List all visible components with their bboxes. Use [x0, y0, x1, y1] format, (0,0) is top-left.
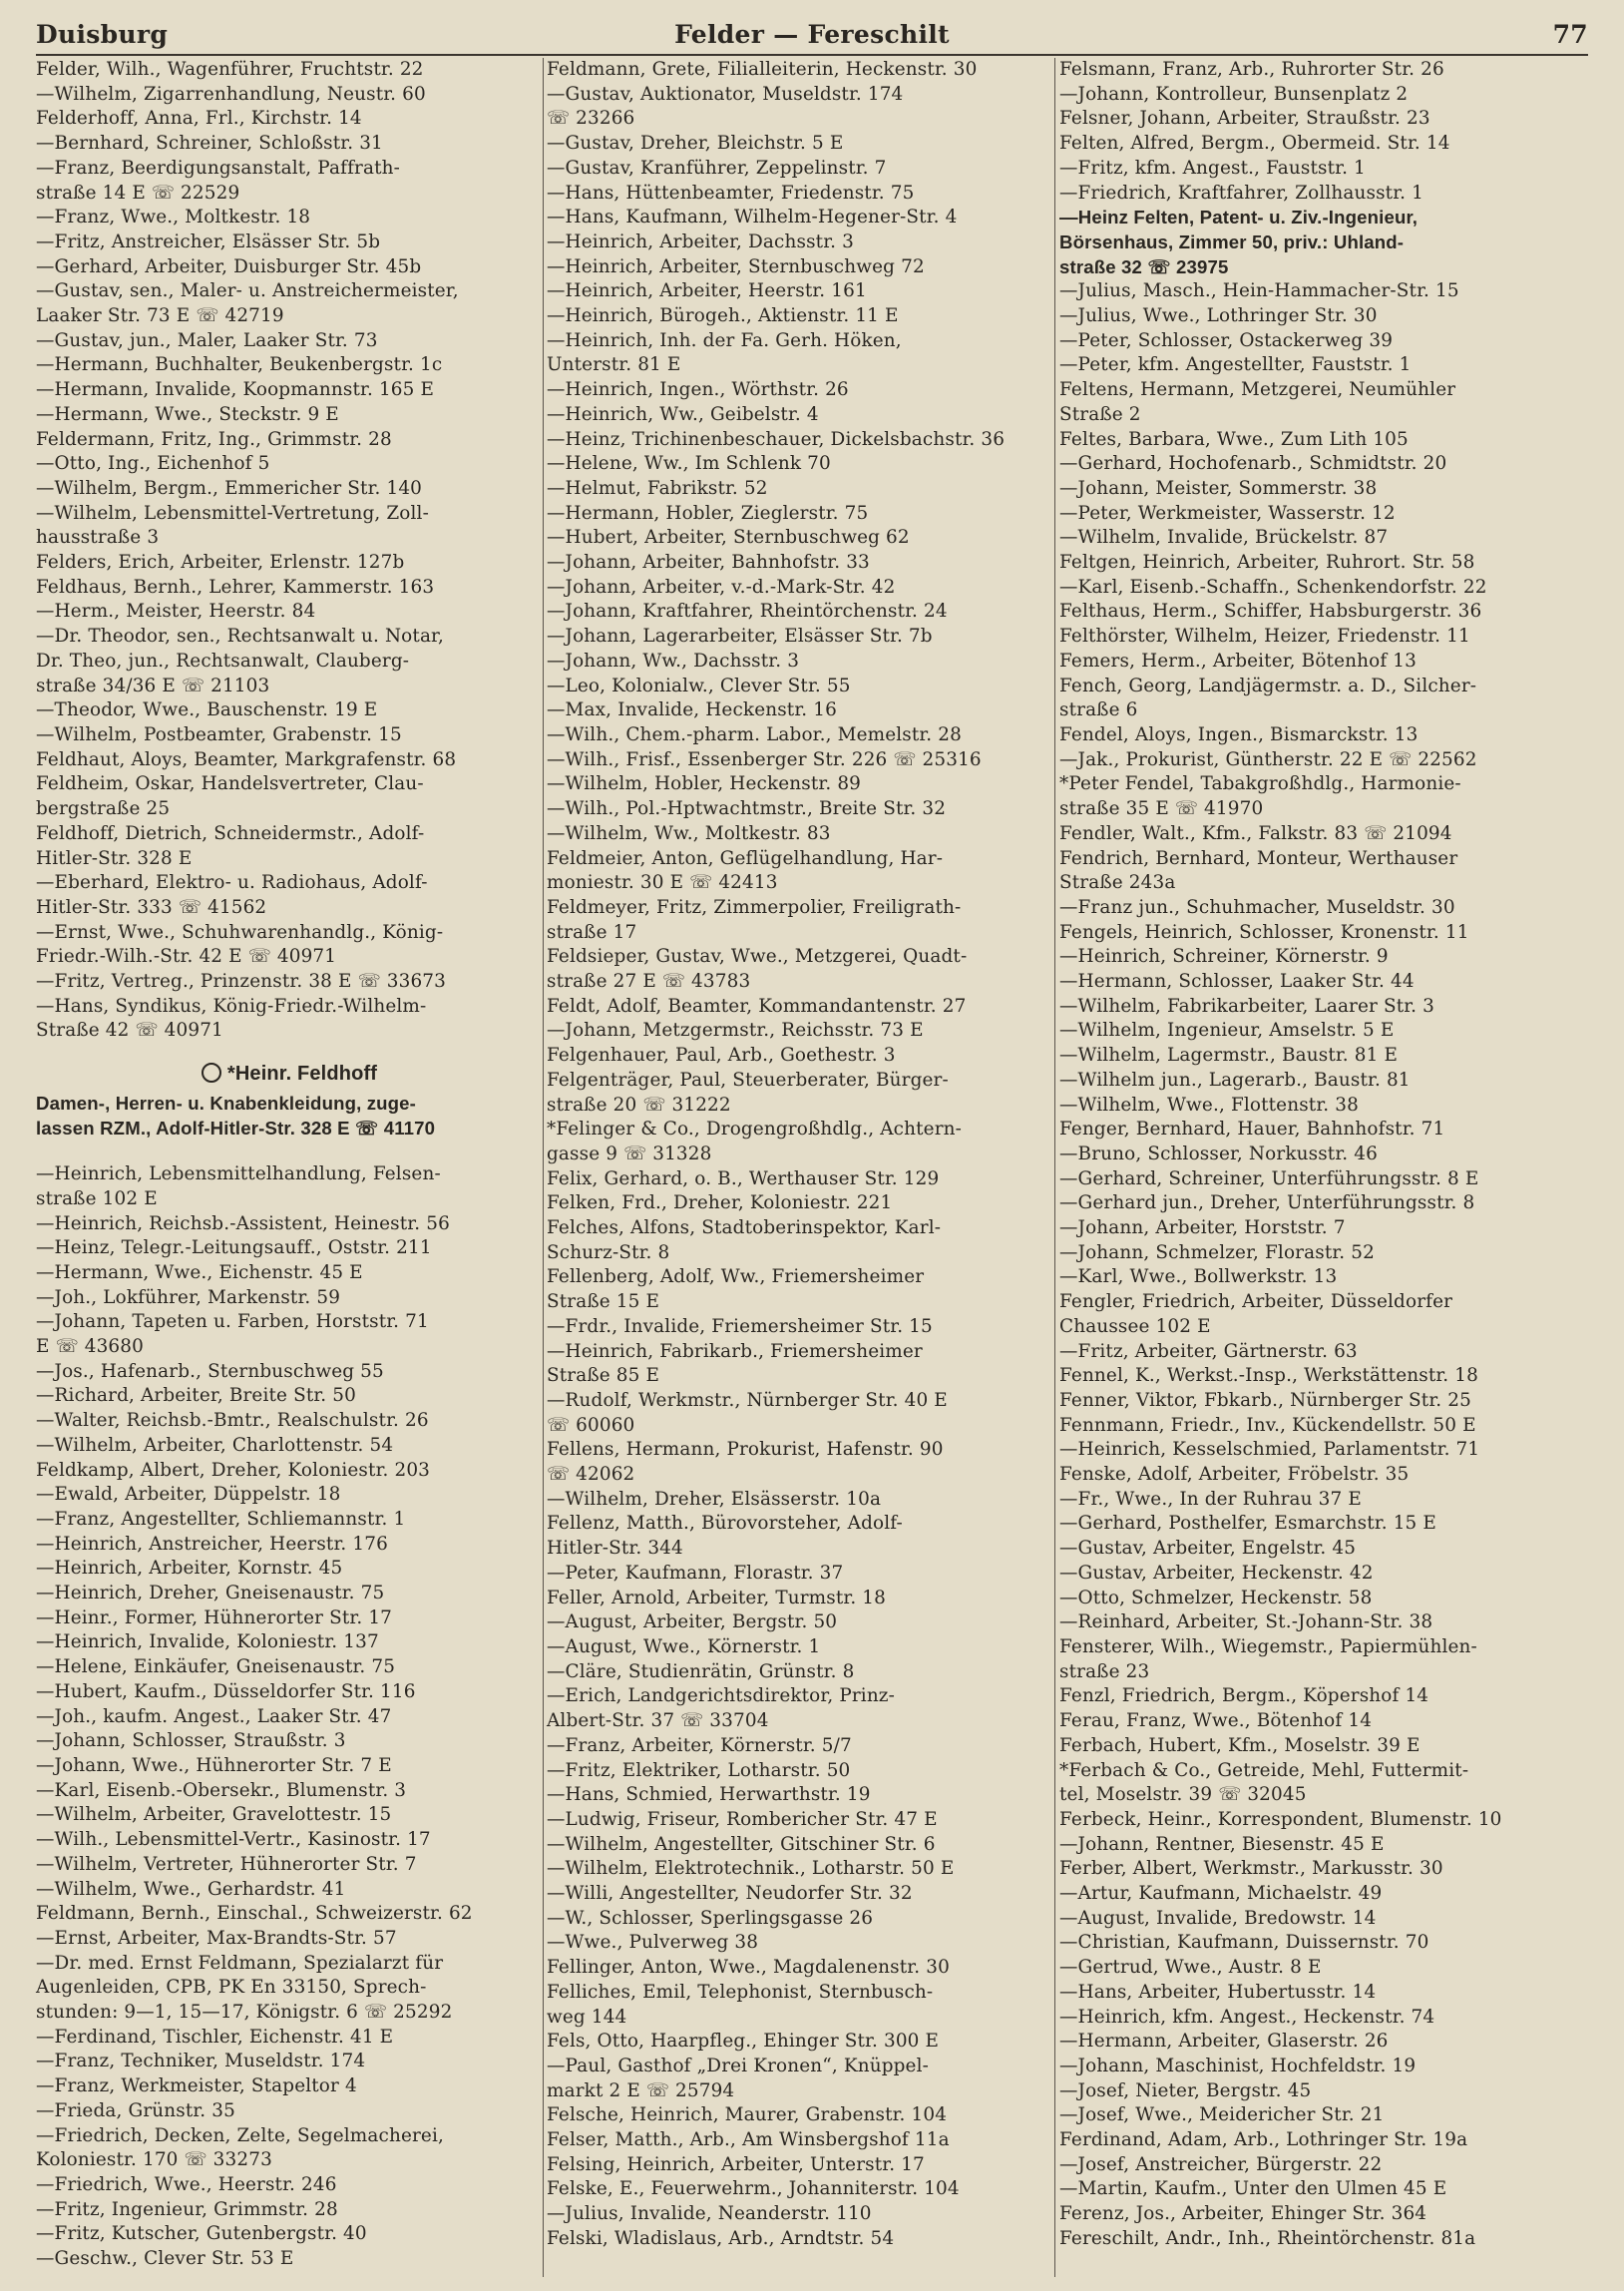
page-header: [36, 14, 1588, 56]
directory-entry-line: —August, Invalide, Bredowstr. 14: [1059, 1907, 1377, 1929]
directory-entry-line: —Johann, Arbeiter, v.-d.-Mark-Str. 42: [547, 576, 896, 598]
directory-entry-line: —Johann, Tapeten u. Farben, Horststr. 71: [36, 1311, 429, 1333]
directory-entry-line: —Julius, Wwe., Lothringer Str. 30: [1059, 305, 1378, 327]
directory-entry-line: —Wilh., Pol.-Hptwachtmstr., Breite Str. 32: [547, 798, 947, 820]
directory-entry-line: Hitler-Str. 328 E: [36, 847, 193, 869]
directory-entry-line: —Walter, Reichsb.-Bmtr., Realschulstr. 26: [36, 1410, 429, 1432]
column-1: [36, 58, 543, 2272]
directory-entry-line: —Fritz, Vertreg., Prinzenstr. 38 E ☏ 33673: [36, 971, 446, 993]
directory-entry-line: —Heinrich, Ww., Geibelstr. 4: [547, 403, 819, 425]
directory-entry-line: Fereschilt, Andr., Inh., Rheintörchenstr. 81a: [1059, 2227, 1476, 2249]
directory-entry-line: straße 23: [1059, 1660, 1150, 1682]
directory-entry-line: —Max, Invalide, Heckenstr. 16: [547, 699, 837, 721]
directory-entry-line: —Helene, Einkäufer, Gneisenaustr. 75: [36, 1656, 396, 1678]
directory-entry-line: —Christian, Kaufmann, Duissernstr. 70: [1059, 1932, 1429, 1954]
directory-entry-line: —Hans, Kaufmann, Wilhelm-Hegener-Str. 4: [547, 207, 958, 229]
directory-entry-line: tel, Moselstr. 39 ☏ 32045: [1059, 1784, 1307, 1806]
directory-entry-line: Feldermann, Fritz, Ing., Grimmstr. 28: [36, 428, 392, 450]
directory-entry-line: Feldhaus, Bernh., Lehrer, Kammerstr. 163: [36, 576, 435, 598]
directory-entry-line: Felthörster, Wilhelm, Heizer, Friedenstr. 11: [1059, 626, 1470, 648]
directory-entry-line: —Heinrich, Fabrikarb., Friemersheimer: [547, 1340, 923, 1362]
directory-entry-line: straße 17: [547, 921, 637, 943]
directory-entry-line: Felsmann, Franz, Arb., Ruhrorter Str. 26: [1059, 59, 1444, 80]
directory-entry-line: —Joh., Lokführer, Markenstr. 59: [36, 1286, 341, 1308]
directory-entry-line: straße 32 ☏ 23975: [1059, 255, 1229, 277]
directory-entry-line: —Johann, Arbeiter, Bahnhofstr. 33: [547, 552, 870, 574]
directory-entry-line: —Josef, Nieter, Bergstr. 45: [1059, 2079, 1312, 2101]
directory-entry-line: —Heinrich, Arbeiter, Kornstr. 45: [36, 1558, 343, 1580]
directory-entry-line: —Gerhard, Hochofenarb., Schmidtstr. 20: [1059, 453, 1447, 475]
directory-entry-line: —Johann, Wwe., Hühnerorter Str. 7 E: [36, 1755, 392, 1776]
directory-entry-line: —Ferdinand, Tischler, Eichenstr. 41 E: [36, 2026, 394, 2048]
directory-entry-line: *Peter Fendel, Tabakgroßhdlg., Harmonie-: [1059, 773, 1461, 795]
directory-entry-line: stunden: 9—1, 15—17, Königstr. 6 ☏ 25292: [36, 2002, 453, 2024]
directory-entry-line: —Hubert, Kaufm., Düsseldorfer Str. 116: [36, 1680, 416, 1702]
directory-entry-line: —Geschw., Clever Str. 53 E: [36, 2248, 294, 2270]
directory-entry-line: Felgenhauer, Paul, Arb., Goethestr. 3: [547, 1045, 896, 1067]
directory-entry-line: —Fr., Wwe., In der Ruhrau 37 E: [1059, 1488, 1362, 1510]
directory-entry-line: Felders, Erich, Arbeiter, Erlenstr. 127b: [36, 552, 405, 574]
directory-entry-line: Fennmann, Friedr., Inv., Kückendellstr. 50 E: [1059, 1414, 1476, 1436]
directory-entry-line: Feldt, Adolf, Beamter, Kommandantenstr. 27: [547, 995, 967, 1017]
directory-entry-line: Fendrich, Bernhard, Monteur, Werthauser: [1059, 847, 1458, 869]
directory-entry-line: —Heinrich, Arbeiter, Heerstr. 161: [547, 280, 867, 302]
directory-entry-line: straße 35 E ☏ 41970: [1059, 798, 1264, 820]
directory-entry-line: weg 144: [547, 2006, 627, 2028]
directory-entry-line: Feldsieper, Gustav, Wwe., Metzgerei, Quadt-: [547, 946, 968, 968]
directory-entry-line: —Heinrich, Arbeiter, Dachsstr. 3: [547, 230, 854, 252]
directory-entry-line: Fengler, Friedrich, Arbeiter, Düsseldorfer: [1059, 1291, 1453, 1313]
directory-entry-line: —Gustav, Kranführer, Zeppelinstr. 7: [547, 157, 887, 179]
directory-entry-line: —Friedrich, Kraftfahrer, Zollhausstr. 1: [1059, 182, 1423, 204]
directory-entry-line: —Helmut, Fabrikstr. 52: [547, 477, 768, 499]
directory-entry-line: —Hermann, Arbeiter, Glaserstr. 26: [1059, 2031, 1389, 2053]
directory-entry-line: Feltgen, Heinrich, Arbeiter, Ruhrort. Str. 58: [1059, 552, 1475, 574]
directory-entry-line: —Rudolf, Werkmstr., Nürnberger Str. 40 E: [547, 1389, 948, 1411]
directory-entry-line: —Hermann, Hobler, Zieglerstr. 75: [547, 502, 869, 524]
directory-entry-line: —Gerhard, Posthelfer, Esmarchstr. 15 E: [1059, 1513, 1436, 1535]
directory-entry-line: Koloniestr. 170 ☏ 33273: [36, 2149, 272, 2171]
directory-entry-line: markt 2 E ☏ 25794: [547, 2079, 735, 2101]
directory-entry-line: —Johann, Lagerarbeiter, Elsässer Str. 7b: [547, 626, 933, 648]
directory-entry-line: Felser, Matth., Arb., Am Winsbergshof 11a: [547, 2129, 950, 2151]
directory-entry-line: —Johann, Schlosser, Straußstr. 3: [36, 1730, 346, 1752]
directory-entry-line: —Johann, Meister, Sommerstr. 38: [1059, 477, 1378, 499]
directory-entry-line: —Hermann, Schlosser, Laaker Str. 44: [1059, 971, 1415, 993]
directory-entry-line: —Gerhard, Arbeiter, Duisburger Str. 45b: [36, 255, 422, 277]
directory-entry-line: Fendler, Walt., Kfm., Falkstr. 83 ☏ 21094: [1059, 822, 1452, 844]
directory-entry-line: —Dr. med. Ernst Feldmann, Spezialarzt für: [36, 1952, 444, 1974]
directory-entry-line: —Gustav, Arbeiter, Engelstr. 45: [1059, 1538, 1357, 1560]
directory-entry-line: —Johann, Kontrolleur, Bunsenplatz 2: [1059, 83, 1409, 105]
directory-entry-line: Felliches, Emil, Telephonist, Sternbusch-: [547, 1981, 934, 2003]
directory-entry-line: Felgenträger, Paul, Steuerberater, Bürger-: [547, 1069, 949, 1091]
directory-entry-line: Ferdinand, Adam, Arb., Lothringer Str. 19a: [1059, 2129, 1468, 2151]
directory-entry-line: —Heinz Felten, Patent- u. Ziv.-Ingenieur,: [1059, 207, 1419, 229]
directory-entry-line: Fench, Georg, Landjägermstr. a. D., Silcher-: [1059, 675, 1477, 696]
directory-entry-line: —Jak., Prokurist, Güntherstr. 22 E ☏ 22562: [1059, 748, 1477, 770]
directory-entry-line: —Wilhelm jun., Lagerarb., Baustr. 81: [1059, 1069, 1411, 1091]
directory-entry-line: ☏ 60060: [547, 1414, 635, 1436]
directory-entry-line: —Wilhelm, Dreher, Elsässerstr. 10a: [547, 1488, 882, 1510]
directory-entry-line: Ferenz, Jos., Arbeiter, Ehinger Str. 364: [1059, 2203, 1427, 2225]
directory-entry-line: Fellinger, Anton, Wwe., Magdalenenstr. 30: [547, 1957, 950, 1979]
directory-entry-line: —Heinrich, Invalide, Koloniestr. 137: [36, 1631, 379, 1653]
directory-entry-line: —Wilhelm, Invalide, Brückelstr. 87: [1059, 527, 1389, 549]
logo-icon: [202, 1063, 221, 1083]
directory-entry-line: —Hermann, Invalide, Koopmannstr. 165 E: [36, 379, 435, 401]
directory-entry-line: —Otto, Ing., Eichenhof 5: [36, 453, 270, 475]
directory-entry-line: Fengels, Heinrich, Schlosser, Kronenstr. 11: [1059, 921, 1469, 943]
directory-entry-line: —Franz, Werkmeister, Stapeltor 4: [36, 2075, 357, 2097]
directory-entry-line: Straße 2: [1059, 403, 1141, 425]
directory-entry-line: —Hans, Schmied, Herwarthstr. 19: [547, 1784, 871, 1806]
directory-entry-line: straße 14 E ☏ 22529: [36, 182, 240, 204]
directory-entry-line: —Gustav, Arbeiter, Heckenstr. 42: [1059, 1562, 1374, 1584]
directory-entry-line: —Johann, Maschinist, Hochfeldstr. 19: [1059, 2055, 1417, 2076]
directory-entry-line: —Dr. Theodor, sen., Rechtsanwalt u. Notar,: [36, 626, 444, 648]
directory-entry-line: —Bruno, Schlosser, Norkusstr. 46: [1059, 1143, 1378, 1164]
directory-entry-line: —Heinz, Telegr.-Leitungsauff., Oststr. 211: [36, 1237, 432, 1259]
directory-entry-line: Feldmeier, Anton, Geflügelhandlung, Har-: [547, 847, 944, 869]
directory-entry-line: —Peter, Kaufmann, Florastr. 37: [547, 1562, 844, 1584]
directory-entry-line: —Gustav, Auktionator, Museldstr. 174: [547, 83, 904, 105]
ad-title-row: [36, 1062, 543, 1087]
directory-entry-line: —Gerhard jun., Dreher, Unterführungsstr. 8: [1059, 1192, 1475, 1214]
directory-entry-line: E ☏ 43680: [36, 1336, 144, 1358]
directory-entry-line: —Gertrud, Wwe., Austr. 8 E: [1059, 1957, 1322, 1979]
directory-entry-line: —Wilh., Frisf., Essenberger Str. 226 ☏ 25316: [547, 748, 982, 770]
column-divider: [1054, 58, 1055, 2277]
directory-entry-line: —Peter, Werkmeister, Wasserstr. 12: [1059, 502, 1396, 524]
directory-entry-line: Feldhoff, Dietrich, Schneidermstr., Adolf-: [36, 822, 425, 844]
directory-entry-line: Albert-Str. 37 ☏ 33704: [547, 1710, 769, 1732]
directory-entry-line: Chaussee 102 E: [1059, 1315, 1211, 1337]
directory-entry-line: —Wwe., Pulverweg 38: [547, 1932, 759, 1954]
directory-entry-line: —Frdr., Invalide, Friemersheimer Str. 15: [547, 1315, 933, 1337]
directory-entry-line: straße 34/36 E ☏ 21103: [36, 675, 270, 696]
directory-entry-line: —Wilhelm, Ww., Moltkestr. 83: [547, 822, 831, 844]
directory-entry-line: —Wilhelm, Lebensmittel-Vertretung, Zoll-: [36, 502, 429, 524]
directory-entry-line: Straße 85 E: [547, 1365, 660, 1387]
directory-entry-line: Ferau, Franz, Wwe., Bötenhof 14: [1059, 1710, 1373, 1732]
directory-entry-line: Dr. Theo, jun., Rechtsanwalt, Clauberg-: [36, 650, 410, 672]
directory-entry-line: —Fritz, kfm. Angest., Fauststr. 1: [1059, 157, 1366, 179]
directory-entry-line: Feldmann, Grete, Filialleiterin, Heckenstr. 30: [547, 59, 978, 80]
directory-entry-line: —Fritz, Kutscher, Gutenbergstr. 40: [36, 2223, 367, 2245]
directory-entry-line: —Wilhelm, Fabrikarbeiter, Laarer Str. 3: [1059, 995, 1435, 1017]
directory-entry-line: —August, Wwe., Körnerstr. 1: [547, 1636, 821, 1657]
directory-entry-line: Fellens, Hermann, Prokurist, Hafenstr. 90: [547, 1439, 944, 1461]
directory-entry-line: Felten, Alfred, Bergm., Obermeid. Str. 14: [1059, 133, 1450, 155]
directory-entry-line: —Julius, Invalide, Neanderstr. 110: [547, 2203, 872, 2225]
directory-entry-line: Ferbeck, Heinr., Korrespondent, Blumenstr. 10: [1059, 1808, 1502, 1830]
directory-entry-line: —Wilhelm, Ingenieur, Amselstr. 5 E: [1059, 1020, 1395, 1042]
directory-entry-line: Fenner, Viktor, Fbkarb., Nürnberger Str. 25: [1059, 1389, 1471, 1411]
directory-entry-line: —Theodor, Wwe., Bauschenstr. 19 E: [36, 699, 378, 721]
column-2: [547, 58, 1053, 2252]
directory-entry-line: Schurz-Str. 8: [547, 1241, 670, 1263]
directory-entry-line: —Joh., kaufm. Angest., Laaker Str. 47: [36, 1705, 392, 1727]
directory-entry-line: Fenske, Adolf, Arbeiter, Fröbelstr. 35: [1059, 1464, 1410, 1486]
directory-entry-line: —Wilhelm, Arbeiter, Gravelottestr. 15: [36, 1804, 392, 1826]
directory-entry-line: Unterstr. 81 E: [547, 354, 681, 376]
directory-entry-line: Fenger, Bernhard, Hauer, Bahnhofstr. 71: [1059, 1119, 1445, 1141]
directory-entry-line: —Reinhard, Arbeiter, St.-Johann-Str. 38: [1059, 1611, 1433, 1633]
directory-entry-line: —Heinrich, Kesselschmied, Parlamentstr. 71: [1059, 1439, 1480, 1461]
ad-title: *Heinr. Feldhoff: [226, 1063, 378, 1086]
directory-entry-line: —Karl, Wwe., Bollwerkstr. 13: [1059, 1266, 1338, 1288]
directory-entry-line: —Cläre, Studienrätin, Grünstr. 8: [547, 1660, 855, 1682]
directory-entry-line: —Wilhelm, Postbeamter, Grabenstr. 15: [36, 723, 402, 745]
directory-entry-line: Hitler-Str. 333 ☏ 41562: [36, 896, 267, 918]
directory-entry-line: Fels, Otto, Haarpfleg., Ehinger Str. 300 E: [547, 2031, 940, 2053]
column-divider: [543, 58, 544, 2277]
directory-entry-line: —Fritz, Anstreicher, Elsässer Str. 5b: [36, 230, 381, 252]
directory-entry-line: —Heinz, Trichinenbeschauer, Dickelsbachstr. 36: [547, 428, 1006, 450]
directory-entry-line: —Franz, Angestellter, Schliemannstr. 1: [36, 1508, 406, 1530]
directory-entry-line: Fennel, K., Werkst.-Insp., Werkstättenstr. 18: [1059, 1365, 1478, 1387]
directory-entry-line: —Peter, kfm. Angestellter, Fauststr. 1: [1059, 354, 1412, 376]
header-range: Felder — Fereschilt: [674, 20, 950, 49]
directory-entry-line: —Leo, Kolonialw., Clever Str. 55: [547, 675, 851, 696]
directory-entry-line: —Johann, Metzgermstr., Reichsstr. 73 E: [547, 1020, 924, 1042]
directory-entry-line: —Wilh., Chem.-pharm. Labor., Memelstr. 28: [547, 723, 963, 745]
directory-entry-line: —Heinrich, Arbeiter, Sternbuschweg 72: [547, 255, 925, 277]
directory-entry-line: Straße 243a: [1059, 872, 1176, 894]
directory-entry-line: Ferber, Albert, Werkmstr., Markusstr. 30: [1059, 1858, 1443, 1880]
directory-entry-line: Felthaus, Herm., Schiffer, Habsburgerstr. 36: [1059, 601, 1482, 623]
directory-entry-line: —Ewald, Arbeiter, Düppelstr. 18: [36, 1484, 341, 1506]
directory-entry-line: —Fritz, Elektriker, Lotharstr. 50: [547, 1759, 851, 1781]
directory-entry-line: Feller, Arnold, Arbeiter, Turmstr. 18: [547, 1587, 887, 1608]
directory-entry-line: straße 6: [1059, 699, 1138, 721]
directory-entry-line: —Wilhelm, Zigarrenhandlung, Neustr. 60: [36, 83, 426, 105]
directory-entry-line: —Wilhelm, Angestellter, Gitschiner Str. 6: [547, 1833, 936, 1855]
directory-entry-line: —Heinrich, Ingen., Wörthstr. 26: [547, 379, 849, 401]
directory-entry-line: Hitler-Str. 344: [547, 1538, 683, 1560]
directory-entry-line: —Karl, Eisenb.-Schaffn., Schenkendorfstr. 22: [1059, 576, 1487, 598]
directory-entry-line: —Hermann, Wwe., Eichenstr. 45 E: [36, 1261, 363, 1283]
directory-entry-line: Felderhoff, Anna, Frl., Kirchstr. 14: [36, 108, 362, 130]
directory-entry-line: Friedr.-Wilh.-Str. 42 E ☏ 40971: [36, 946, 337, 968]
directory-entry-line: —Peter, Schlosser, Ostackerweg 39: [1059, 329, 1394, 351]
directory-entry-line: *Felinger & Co., Drogengroßhdlg., Achtern-: [547, 1119, 962, 1141]
directory-entry-line: —Richard, Arbeiter, Breite Str. 50: [36, 1385, 356, 1407]
directory-entry-line: —Franz, Beerdigungsanstalt, Paffrath-: [36, 157, 400, 179]
directory-entry-line: —Eberhard, Elektro- u. Radiohaus, Adolf-: [36, 872, 428, 894]
directory-entry-line: —Josef, Wwe., Meidericher Str. 21: [1059, 2104, 1385, 2126]
directory-entry-line: straße 102 E: [36, 1187, 158, 1209]
directory-entry-line: Fellenz, Matth., Bürovorsteher, Adolf-: [547, 1513, 903, 1535]
directory-entry-line: Felix, Gerhard, o. B., Werthauser Str. 129: [547, 1167, 940, 1189]
directory-entry-line: —Franz jun., Schuhmacher, Museldstr. 30: [1059, 896, 1455, 918]
directory-entry-line: —Hans, Hüttenbeamter, Friedenstr. 75: [547, 182, 915, 204]
directory-entry-line: —Franz, Wwe., Moltkestr. 18: [36, 207, 311, 229]
directory-entry-line: —Julius, Masch., Hein-Hammacher-Str. 15: [1059, 280, 1459, 302]
directory-entry-line: Straße 42 ☏ 40971: [36, 1020, 223, 1042]
directory-entry-line: —Johann, Schmelzer, Florastr. 52: [1059, 1241, 1375, 1263]
directory-entry-line: —Gustav, jun., Maler, Laaker Str. 73: [36, 329, 378, 351]
directory-entry-line: —Wilhelm, Hobler, Heckenstr. 89: [547, 773, 862, 795]
directory-entry-line: —Frieda, Grünstr. 35: [36, 2099, 235, 2121]
directory-entry-line: —Bernhard, Schreiner, Schloßstr. 31: [36, 133, 383, 155]
directory-entry-line: Felski, Wladislaus, Arb., Arndtstr. 54: [547, 2227, 895, 2249]
directory-entry-line: Felder, Wilh., Wagenführer, Fruchtstr. 22: [36, 59, 424, 80]
directory-entry-line: —Heinrich, Anstreicher, Heerstr. 176: [36, 1533, 388, 1555]
directory-entry-line: hausstraße 3: [36, 527, 160, 549]
directory-entry-line: Felsche, Heinrich, Maurer, Grabenstr. 104: [547, 2104, 948, 2126]
directory-entry-line: —Friedrich, Wwe., Heerstr. 246: [36, 2173, 337, 2195]
directory-entry-line: —Heinrich, Dreher, Gneisenaustr. 75: [36, 1583, 385, 1604]
directory-entry-line: Feltens, Hermann, Metzgerei, Neumühler: [1059, 379, 1456, 401]
column-1-top-entries: [36, 58, 543, 1044]
directory-entry-line: Straße 15 E: [547, 1291, 660, 1313]
directory-entry-line: —Hermann, Wwe., Steckstr. 9 E: [36, 403, 339, 425]
directory-entry-line: Felsner, Johann, Arbeiter, Straußstr. 23: [1059, 108, 1430, 130]
directory-entry-line: Felches, Alfons, Stadtoberinspektor, Karl-: [547, 1217, 942, 1239]
directory-entry-line: straße 20 ☏ 31222: [547, 1094, 731, 1116]
directory-entry-line: —Martin, Kaufm., Unter den Ulmen 45 E: [1059, 2178, 1447, 2200]
directory-entry-line: Felske, E., Feuerwehrm., Johanniterstr. 104: [547, 2178, 960, 2200]
directory-entry-line: Fensterer, Wilh., Wiegemstr., Papiermühlen-: [1059, 1636, 1477, 1657]
advertisement-box: [36, 1062, 543, 1141]
directory-entry-line: —Hubert, Arbeiter, Sternbuschweg 62: [547, 527, 910, 549]
directory-entry-line: —Hans, Arbeiter, Hubertusstr. 14: [1059, 1981, 1377, 2003]
directory-entry-line: —Gerhard, Schreiner, Unterführungsstr. 8 E: [1059, 1167, 1479, 1189]
directory-entry-line: Feldhaut, Aloys, Beamter, Markgrafenstr. 68: [36, 748, 457, 770]
directory-entry-line: Ferbach, Hubert, Kfm., Moselstr. 39 E: [1059, 1734, 1421, 1756]
directory-entry-line: bergstraße 25: [36, 798, 171, 820]
ad-line: Damen-, Herren- u. Knabenkleidung, zuge-: [36, 1093, 417, 1115]
directory-entry-line: —Wilhelm, Wwe., Flottenstr. 38: [1059, 1094, 1359, 1116]
directory-entry-line: —Otto, Schmelzer, Heckenstr. 58: [1059, 1587, 1373, 1608]
directory-entry-line: —Ernst, Arbeiter, Max-Brandts-Str. 57: [36, 1927, 397, 1949]
directory-entry-line: —Heinrich, Reichsb.-Assistent, Heinestr. 56: [36, 1212, 450, 1234]
directory-entry-line: Fenzl, Friedrich, Bergm., Köpershof 14: [1059, 1685, 1429, 1707]
directory-entry-line: —Ludwig, Friseur, Rombericher Str. 47 E: [547, 1808, 938, 1830]
directory-entry-line: Femers, Herm., Arbeiter, Bötenhof 13: [1059, 650, 1417, 672]
column-1-bottom-entries: [36, 1162, 543, 2272]
directory-entry-line: —Gustav, Dreher, Bleichstr. 5 E: [547, 133, 844, 155]
directory-entry-line: —Herm., Meister, Heerstr. 84: [36, 601, 316, 623]
directory-entry-line: —Franz, Arbeiter, Körnerstr. 5/7: [547, 1734, 852, 1756]
directory-entry-line: Augenleiden, CPB, PK En 33150, Sprech-: [36, 1977, 427, 1999]
directory-entry-line: —Johann, Kraftfahrer, Rheintörchenstr. 24: [547, 601, 948, 623]
directory-entry-line: Felken, Frd., Dreher, Koloniestr. 221: [547, 1192, 893, 1214]
directory-entry-line: —Franz, Techniker, Museldstr. 174: [36, 2051, 366, 2072]
directory-entry-line: —Wilhelm, Arbeiter, Charlottenstr. 54: [36, 1434, 394, 1456]
directory-entry-line: Feldmeyer, Fritz, Zimmerpolier, Freiligrath-: [547, 896, 962, 918]
directory-entry-line: —Wilhelm, Wwe., Gerhardstr. 41: [36, 1878, 346, 1900]
directory-entry-line: —Wilhelm, Lagermstr., Baustr. 81 E: [1059, 1045, 1399, 1067]
directory-entry-line: —Ernst, Wwe., Schuhwarenhandlg., König-: [36, 921, 444, 943]
directory-entry-line: —Helene, Ww., Im Schlenk 70: [547, 453, 831, 475]
directory-entry-line: Feltes, Barbara, Wwe., Zum Lith 105: [1059, 428, 1409, 450]
directory-entry-line: —Johann, Ww., Dachsstr. 3: [547, 650, 800, 672]
directory-entry-line: —August, Arbeiter, Bergstr. 50: [547, 1611, 838, 1633]
directory-entry-line: straße 27 E ☏ 43783: [547, 971, 751, 993]
directory-entry-line: —Wilhelm, Vertreter, Hühnerorter Str. 7: [36, 1853, 417, 1875]
directory-entry-line: —Erich, Landgerichtsdirektor, Prinz-: [547, 1685, 896, 1707]
directory-entry-line: moniestr. 30 E ☏ 42413: [547, 872, 778, 894]
directory-entry-line: —Hans, Syndikus, König-Friedr.-Wilhelm-: [36, 995, 427, 1017]
directory-entry-line: —Johann, Rentner, Biesenstr. 45 E: [1059, 1833, 1385, 1855]
directory-entry-line: Felsing, Heinrich, Arbeiter, Unterstr. 17: [547, 2153, 925, 2175]
directory-entry-line: —Paul, Gasthof „Drei Kronen“, Knüppel-: [547, 2055, 929, 2076]
directory-entry-line: —Johann, Arbeiter, Horststr. 7: [1059, 1217, 1346, 1239]
directory-entry-line: —Heinrich, Schreiner, Körnerstr. 9: [1059, 946, 1389, 968]
ad-line: lassen RZM., Adolf-Hitler-Str. 328 E ☏ 41170: [36, 1118, 436, 1140]
directory-entry-line: ☏ 42062: [547, 1464, 635, 1486]
directory-entry-line: gasse 9 ☏ 31328: [547, 1143, 712, 1164]
directory-entry-line: —Heinrich, Inh. der Fa. Gerh. Höken,: [547, 329, 902, 351]
directory-entry-line: —Josef, Anstreicher, Bürgerstr. 22: [1059, 2153, 1383, 2175]
directory-entry-line: —Artur, Kaufmann, Michaelstr. 49: [1059, 1883, 1383, 1905]
directory-entry-line: *Ferbach & Co., Getreide, Mehl, Futtermit-: [1059, 1759, 1469, 1781]
directory-entry-line: Fellenberg, Adolf, Ww., Friemersheimer: [547, 1266, 925, 1288]
directory-entry-line: —Wilhelm, Bergm., Emmericher Str. 140: [36, 477, 423, 499]
directory-entry-line: Börsenhaus, Zimmer 50, priv.: Uhland-: [1059, 230, 1405, 252]
directory-entry-line: Fendel, Aloys, Ingen., Bismarckstr. 13: [1059, 723, 1419, 745]
column-2-entries: [547, 58, 1053, 2252]
directory-entry-line: Feldmann, Bernh., Einschal., Schweizerstr. 62: [36, 1903, 473, 1925]
directory-entry-line: —Heinrich, kfm. Angest., Heckenstr. 74: [1059, 2006, 1435, 2028]
directory-entry-line: Laaker Str. 73 E ☏ 42719: [36, 305, 284, 327]
directory-entry-line: —W., Schlosser, Sperlingsgasse 26: [547, 1907, 874, 1929]
column-3: [1059, 58, 1566, 2252]
directory-entry-line: —Karl, Eisenb.-Obersekr., Blumenstr. 3: [36, 1779, 407, 1801]
directory-entry-line: —Wilh., Lebensmittel-Vertr., Kasinostr. 17: [36, 1829, 431, 1851]
directory-entry-line: —Wilhelm, Elektrotechnik., Lotharstr. 50 E: [547, 1858, 955, 1880]
directory-entry-line: Feldheim, Oskar, Handelsvertreter, Clau-: [36, 773, 424, 795]
directory-entry-line: —Fritz, Ingenieur, Grimmstr. 28: [36, 2198, 338, 2220]
directory-entry-line: —Gustav, sen., Maler- u. Anstreichermeister,: [36, 280, 459, 302]
column-3-entries: [1059, 58, 1566, 2252]
directory-entry-line: —Heinr., Former, Hühnerorter Str. 17: [36, 1606, 393, 1628]
directory-entry-line: —Willi, Angestellter, Neudorfer Str. 32: [547, 1883, 913, 1905]
directory-entry-line: —Friedrich, Decken, Zelte, Segelmacherei,: [36, 2124, 444, 2146]
header-city: Duisburg: [36, 20, 169, 49]
directory-entry-line: —Heinrich, Bürogeh., Aktienstr. 11 E: [547, 305, 899, 327]
directory-entry-line: Feldkamp, Albert, Dreher, Koloniestr. 203: [36, 1459, 431, 1481]
directory-entry-line: —Heinrich, Lebensmittelhandlung, Felsen-: [36, 1163, 441, 1185]
directory-entry-line: —Hermann, Buchhalter, Beukenbergstr. 1c: [36, 354, 443, 376]
page-number: 77: [1552, 20, 1588, 49]
directory-entry-line: —Jos., Hafenarb., Sternbuschweg 55: [36, 1360, 384, 1382]
directory-entry-line: ☏ 23266: [547, 108, 635, 130]
directory-entry-line: —Fritz, Arbeiter, Gärtnerstr. 63: [1059, 1340, 1358, 1362]
